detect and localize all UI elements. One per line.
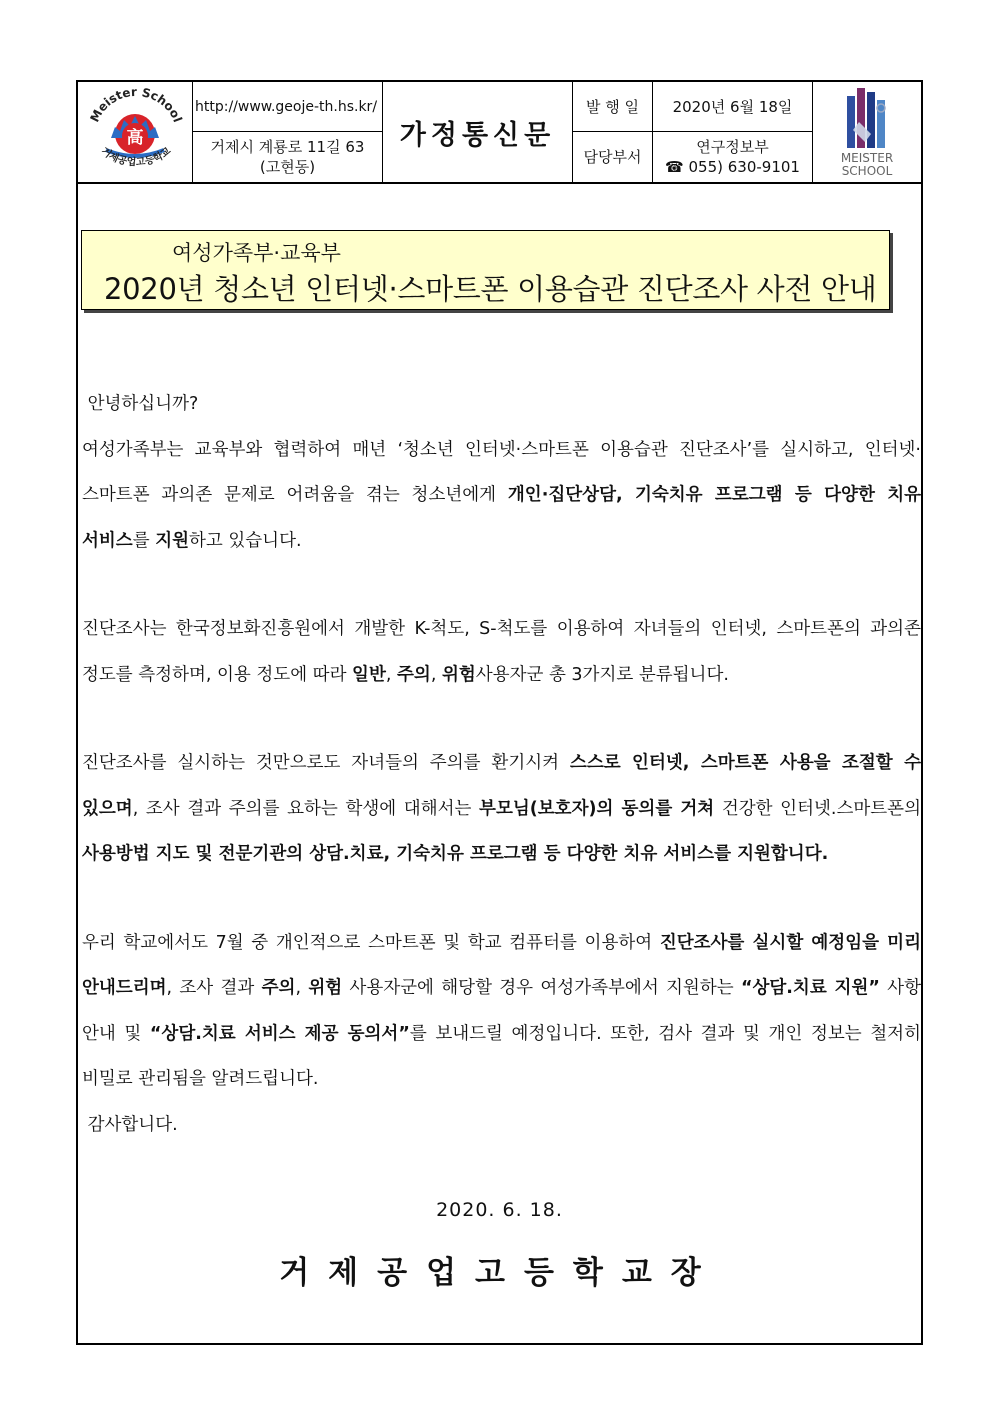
bold-text-run: 사용방법 지도 및 전문기관의 상담.치료, 기숙치유 프로그램 등 다양한 치유 서비스를 지원합니다. <box>82 844 829 864</box>
meister-logo-text-1: MEISTER <box>840 151 894 165</box>
dept-info <box>653 132 812 182</box>
dept-name: 연구정보부 <box>696 138 769 156</box>
bold-text-run: 부모님(보호자)의 동의를 거쳐 <box>479 798 715 819</box>
issue-date-value: 2020년 6월 18일 <box>653 82 812 132</box>
letter-body <box>82 382 921 1148</box>
issue-date-label: 발 행 일 <box>573 82 652 132</box>
dept-phone: ☎ 055) 630-9101 <box>665 158 800 176</box>
text-run: 우리 학교에서도 7월 중 개인적으로 스마트폰 및 학교 컴퓨터를 이용하여 <box>82 932 660 953</box>
logo-arc-text: Meister School <box>87 84 185 125</box>
text-run: 진단조사를 실시하는 것만으로도 자녀들의 주의를 환기시켜 <box>82 753 570 773</box>
paragraph-1 <box>82 428 921 565</box>
address-line-2: (고현동) <box>259 158 316 176</box>
school-url-link[interactable]: http://www.geoje-th.hs.kr/ <box>193 82 382 132</box>
paragraph-2 <box>82 607 921 698</box>
text-run: , <box>385 664 397 685</box>
bold-text-run: 지원 <box>155 530 189 551</box>
greeting <box>82 382 921 428</box>
value-cell <box>653 82 813 182</box>
text-run: 사용자군에 해당할 경우 여성가족부에서 지원하는 <box>342 978 741 998</box>
banner-subtitle: 여성가족부·교육부 <box>172 241 341 265</box>
meister-logo <box>813 82 921 182</box>
meister-logo-text-2: SCHOOL <box>841 164 893 178</box>
school-address <box>193 132 382 182</box>
text-run: 진단조사는 한국정보화진흥원에서 개발한 K-척도, S-척도를 이용하여 자녀들의 인터넷, 스마트폰의 과의존 정도를 측정하며, 이용 정도에 따라 <box>82 619 921 685</box>
logo-school-name: 거제공업고등학교 <box>98 145 174 169</box>
text-run: 하고 있습니다. <box>189 530 302 551</box>
bold-text-run: “상담.치료 서비스 제공 동의서” <box>149 1023 410 1044</box>
label-cell <box>573 82 653 182</box>
bold-text-run: 개인·집단상담, 기숙치유 프로그램 등 다양한 치유 서비스 <box>82 485 921 551</box>
principal-signature: 거제공업고등학교장 <box>279 1255 720 1291</box>
bold-text-run: 주의 <box>261 978 296 998</box>
text-run: , 조사 결과 주의를 요하는 학생에 대해서는 <box>132 798 480 819</box>
closing-text: 감사합니다. <box>87 1114 178 1135</box>
document-frame <box>76 80 923 1345</box>
dept-label: 담당부서 <box>583 148 642 166</box>
bold-text-run: “상담.치료 지원” <box>740 978 880 998</box>
school-logo <box>78 82 193 182</box>
bold-text-run: 위험 <box>441 664 476 685</box>
paragraph-4 <box>82 921 921 1103</box>
contact-cell <box>193 82 383 182</box>
header-table <box>78 82 921 184</box>
text-run: 여성가족부는 교육부와 협력하여 매년 ‘청소년 인터넷·스마트폰 이용습관 진단조사’를 실시하고, 인터넷·스마트폰 과의존 문제로 어려움을 겪는 청소년에게 <box>82 439 921 505</box>
paragraph-3 <box>82 741 921 878</box>
bold-text-run: 일반 <box>352 664 386 685</box>
address-line-1: 거제시 계룡로 11길 63 <box>210 138 365 156</box>
text-run: 를 보내드릴 예정입니다. 또한, 검사 결과 및 개인 정보는 철저히 비밀로 관리됨을 알려드립니다. <box>82 1023 921 1089</box>
letter-date: 2020. 6. 18. <box>436 1199 563 1221</box>
text-run: 사용자군 총 3가지로 분류됩니다. <box>475 664 729 685</box>
school-emblem-icon <box>78 82 192 180</box>
greeting-text: 안녕하십니까? <box>87 394 199 414</box>
bold-text-run: 위험 <box>308 978 343 998</box>
text-run: 사항 안내 및 <box>82 978 921 1044</box>
closing <box>82 1103 921 1149</box>
svg-text:高: 高 <box>126 128 144 148</box>
text-run: , 조사 결과 <box>166 978 262 998</box>
title-banner <box>81 230 890 310</box>
meister-school-icon <box>813 82 921 180</box>
banner-title: 2020년 청소년 인터넷·스마트폰 이용습관 진단조사 사전 안내 <box>104 272 877 306</box>
doc-type-title: 가정통신문 <box>383 82 573 182</box>
text-run: , <box>295 978 309 998</box>
bold-text-run: 주의 <box>397 664 431 685</box>
bold-text-run: 스스로 인터넷, 스마트폰 사용을 조절할 수 있으며 <box>82 753 922 819</box>
text-run: 를 <box>132 530 156 551</box>
text-run: , <box>430 664 442 685</box>
text-run: 건강한 인터넷.스마트폰의 <box>714 798 921 819</box>
bold-text-run: 진단조사를 실시할 예정임을 미리 안내드리며 <box>82 932 921 998</box>
